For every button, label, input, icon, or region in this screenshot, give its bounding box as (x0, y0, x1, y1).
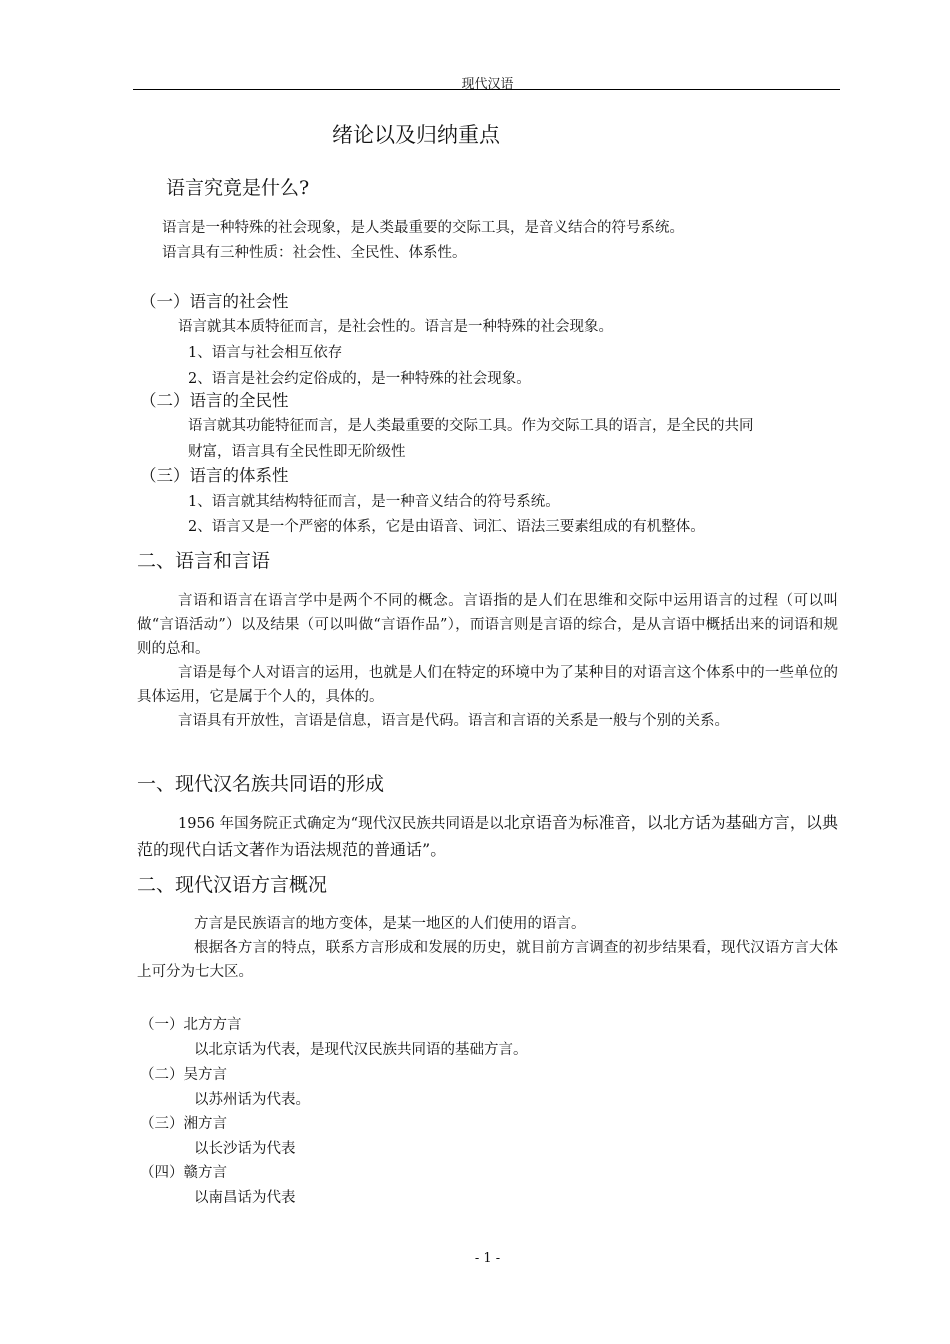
running-header: 现代汉语 (461, 77, 514, 92)
dialects-paragraph-2: 根据各方言的特点，联系方言形成和发展的历史，就目前方言调查的初步结果看，现代汉语方言大体上可分为七大区。 (137, 940, 838, 980)
dialects-paragraphs (137, 912, 838, 984)
section-heading-system: （三）语言的体系性 (140, 466, 289, 485)
dialects-paragraph-1: 方言是民族语言的地方变体，是某一地区的人们使用的语言。 (194, 916, 586, 932)
definition-text-a: 1956 年国务院正式确定为“现代汉民族共同语是以 (178, 816, 504, 832)
header-rule (133, 89, 840, 90)
heading-dialects-overview: 二、现代汉语方言概况 (137, 874, 328, 896)
dialect-label-wu: （二）吴方言 (140, 1067, 227, 1083)
dialect-label-gan: （四）赣方言 (140, 1165, 227, 1181)
definition-text-h: 语法规范的普通话”。 (294, 840, 447, 859)
universal-line-2: 财富，语言具有全民性即无阶级性 (188, 444, 406, 460)
intro-line-1: 语言是一种特殊的社会现象，是人类最重要的交际工具，是音义结合的符号系统。 (162, 220, 684, 236)
language-speech-paragraphs (137, 589, 838, 733)
document-title: 绪论以及归纳重点 (332, 123, 500, 147)
intro-heading: 语言究竟是什么? (166, 177, 310, 199)
universal-line-1: 语言就其功能特征而言，是人类最重要的交际工具。作为交际工具的语言，是全民的共同 (188, 418, 754, 434)
section-heading-universal: （二）语言的全民性 (140, 391, 289, 410)
speech-paragraph-1: 言语和语言在语言学中是两个不同的概念。言语指的是人们在思维和交际中运用语言的过程（可以叫做“言语活动”）以及结果（可以叫做“言语作品”），而语言则是言语的综合，是从言语中概括出来的词语和规则的总和。 (137, 593, 838, 657)
social-body: 语言就其本质特征而言，是社会性的。语言是一种特殊的社会现象。 (178, 319, 613, 335)
system-item-1: 1、语言就其结构特征而言，是一种音义结合的符号系统。 (188, 494, 560, 510)
system-item-2: 2、语言又是一个严密的体系，它是由语音、词汇、语法三要素组成的有机整体。 (188, 519, 705, 535)
dialect-desc-wu: 以苏州话为代表。 (194, 1092, 310, 1108)
definition-text-c: 为 (567, 816, 583, 832)
section-heading-social: （一）语言的社会性 (140, 292, 289, 311)
social-item-1: 1、语言与社会相互依存 (188, 345, 343, 361)
speech-paragraph-3: 言语具有开放性，言语是信息，语言是代码。语言和言语的关系是一般与个别的关系。 (178, 713, 729, 729)
dialect-desc-xiang: 以长沙话为代表 (194, 1141, 296, 1157)
dialect-desc-gan: 以南昌话为代表 (194, 1190, 296, 1206)
putonghua-definition-paragraph (137, 810, 838, 864)
definition-text-g: 作为 (265, 843, 295, 859)
definition-text-f: 基础方言，以典范的现代白话文著 (137, 813, 838, 859)
dialect-desc-north: 以北京话为代表，是现代汉民族共同语的基础方言。 (194, 1042, 528, 1058)
page-number: - 1 - (474, 1251, 501, 1266)
definition-text-e: 为 (711, 816, 726, 832)
heading-common-language-formation: 一、现代汉名族共同语的形成 (137, 773, 385, 795)
dialect-label-north: （一）北方方言 (140, 1017, 242, 1033)
definition-text-d: 标准音，以北方话 (582, 813, 712, 832)
speech-paragraph-2: 言语是每个人对语言的运用，也就是人们在特定的环境中为了某种目的对语言这个体系中的一些单位的具体运用，它是属于个人的，具体的。 (137, 665, 838, 705)
dialect-label-xiang: （三）湘方言 (140, 1116, 227, 1132)
definition-text-b: 北京语音 (503, 813, 568, 832)
intro-line-2: 语言具有三种性质：社会性、全民性、体系性。 (162, 245, 467, 261)
social-item-2: 2、语言是社会约定俗成的，是一种特殊的社会现象。 (188, 371, 531, 387)
heading-language-and-speech: 二、语言和言语 (137, 550, 271, 572)
